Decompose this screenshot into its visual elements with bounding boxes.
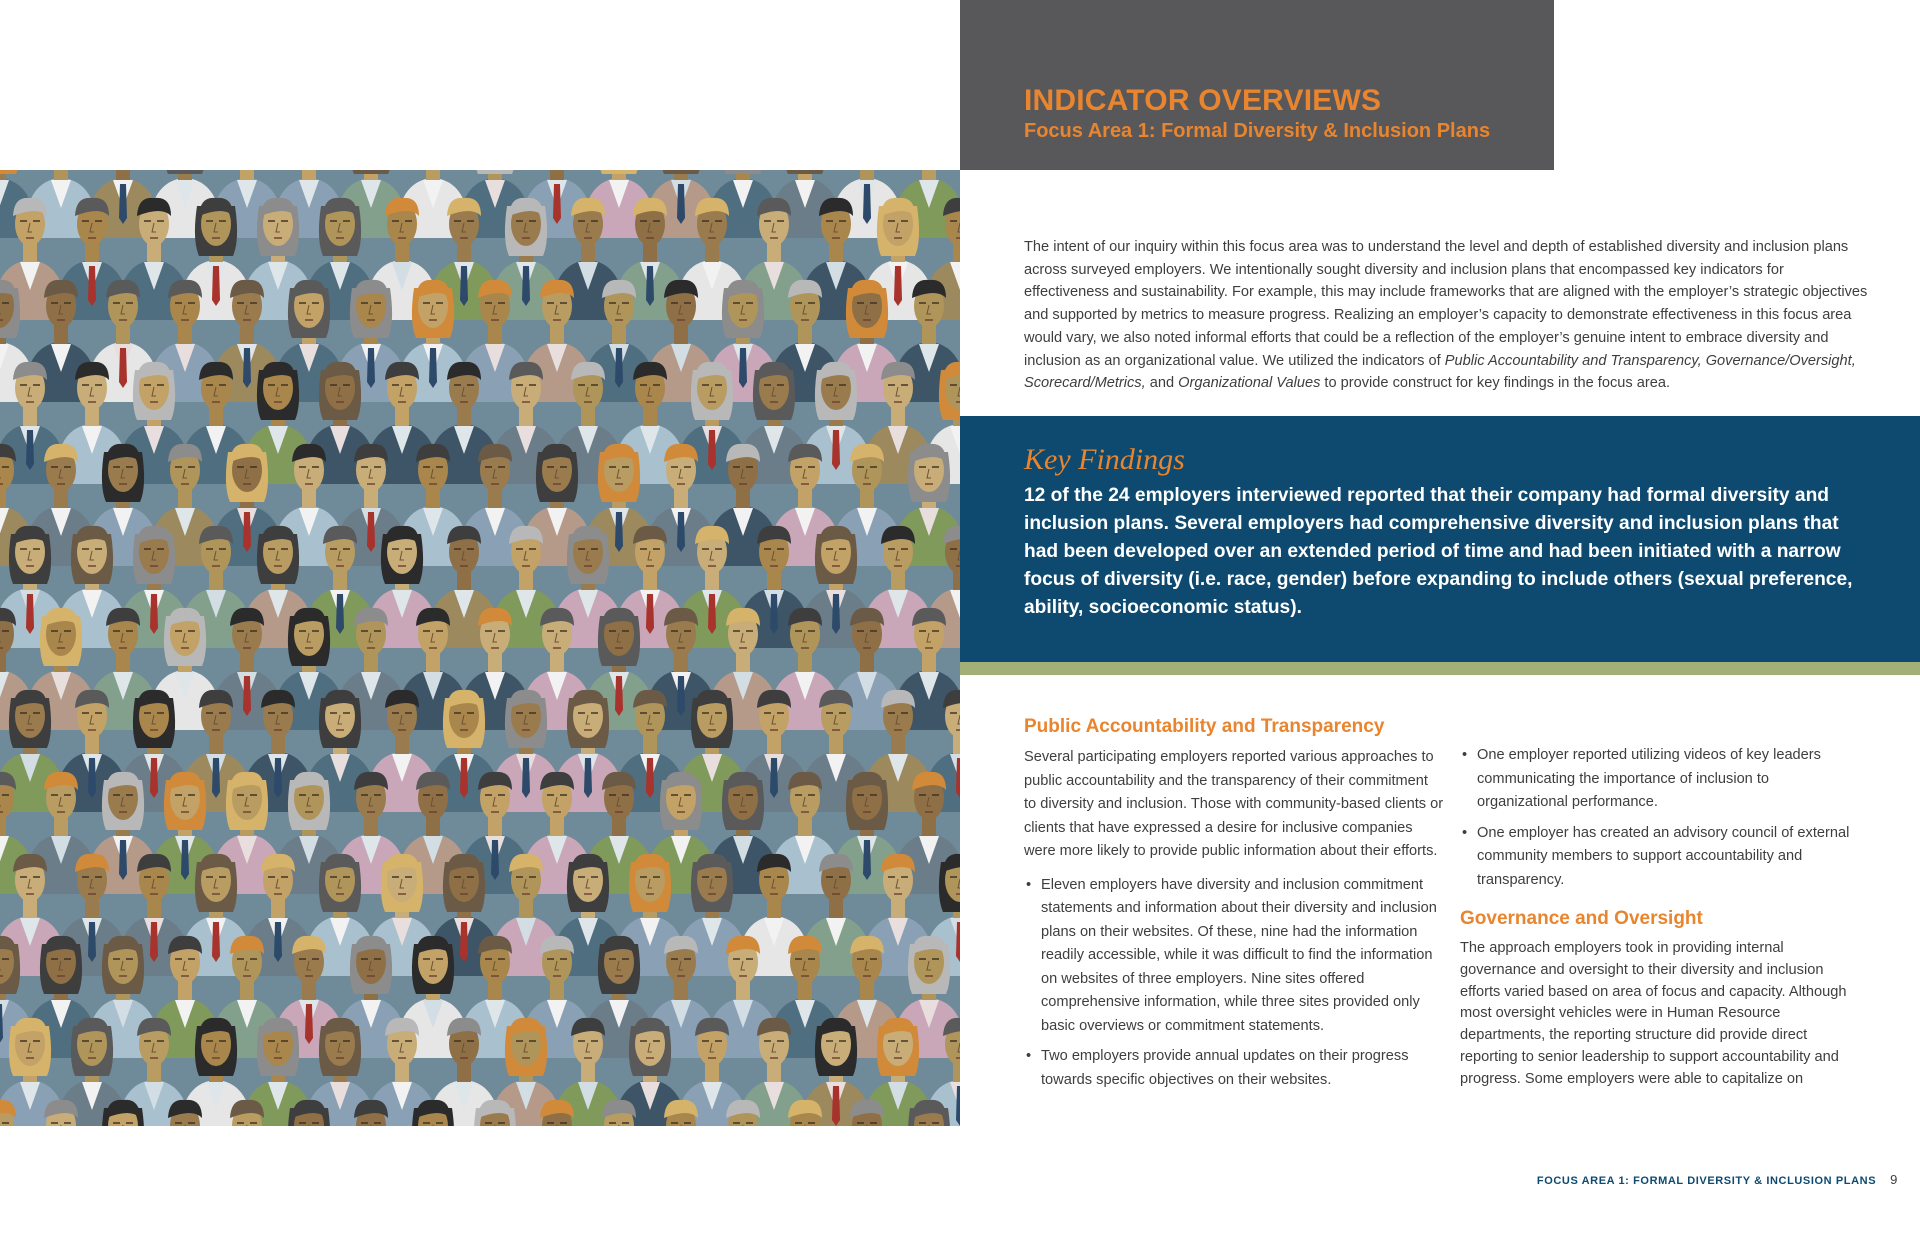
intro-text-3: to provide construct for key findings in the focus area. [1320,375,1670,392]
governance-heading: Governance and Oversight [1460,908,1703,929]
crowd-illustration-svg [0,170,960,1126]
intro-paragraph [1024,236,1872,395]
governance-paragraph: The approach employers took in providing internal governance and oversight to their diversity and inclusion efforts varied based on area of focus and capacity. Although most oversight vehicles were in Human Resource departments, the reporting structure did provide direct reporting to senior leadership to support accountability and progress. Some employers were able to capitalize on [1460,940,1847,1087]
public-accountability-heading: Public Accountability and Transparency [1024,716,1385,737]
left-column [1024,714,1444,1099]
key-findings-band [960,416,1920,662]
public-accountability-bullets [1024,874,1444,1093]
page-subtitle: Focus Area 1: Formal Diversity & Inclusion Plans [1024,120,1491,142]
page-title: INDICATOR OVERVIEWS [1024,84,1382,117]
intro-text-1: The intent of our inquiry within this focus area was to understand the level and depth of established diversity and inclusion plans across surveyed employers. We intentionally sought diversity and inclusion plans that encompassed key indicators for effectiveness and sustainability. For example, this may include frameworks that are aligned with the employer’s strategic objectives and supported by metrics to measure progress. Realizing an employer’s capacity to demonstrate effectiveness in this focus area would vary, we also noted informal efforts that could be a reflection of the employer’s genuine intent to embrace diversity and inclusion as an organizational value. We utilized the indicators of [1024,239,1868,369]
bullet-item: • Eleven employers have diversity and inclusion commitment statements and information about their diversity and inclusion plans on their websites. Of these, nine had the information readily accessible, while it was difficult to find the information on websites of three employers. Nine sites offered comprehensive information, while three sites provided only basic overviews or commitment statements. [1024,874,1444,1039]
public-accountability-bullets-continued [1460,744,1860,892]
intro-italic-1: Public Accountability and Transparency, Governance/Oversight, Scorecard/Metrics, [1024,352,1856,392]
bullet-item: • One employer has created an advisory council of external community members to support accountability and transparency. [1460,822,1860,893]
key-findings-heading: Key Findings [1024,443,1185,476]
key-findings-text: 12 of the 24 employers interviewed reported that their company had formal diversity and inclusion plans. Several employers had comprehensive diversity and inclusion plans that had been developed over an extended period of time and had been initiated with a narrow focus of diversity (i.e. race, gender) before expanding to include others (sexual preference, ability, socioeconomic status). [1024,485,1853,618]
public-accountability-paragraph: Several participating employers reported various approaches to public accountability and the transparency of their commitment to diversity and inclusion. Those with community-based clients or clients that have expressed a desire for inclusive companies were more likely to provide public information about their efforts. [1024,749,1444,859]
right-column [1460,744,1860,1091]
page-footer [1537,1172,1898,1187]
bullet-item: • One employer reported utilizing videos of key leaders communicating the importance of inclusion to organizational performance. [1460,744,1860,815]
crowd-illustration [0,170,960,1126]
intro-text-2: and [1145,375,1179,392]
title-box [960,0,1554,170]
page-number: 9 [1890,1172,1898,1187]
bullet-item: • Two employers provide annual updates on their progress towards specific objectives on their websites. [1024,1045,1444,1092]
olive-divider-bar [960,662,1920,675]
intro-italic-2: Organizational Values [1178,375,1321,392]
footer-running-title: FOCUS AREA 1: FORMAL DIVERSITY & INCLUSION PLANS [1536,1175,1877,1187]
